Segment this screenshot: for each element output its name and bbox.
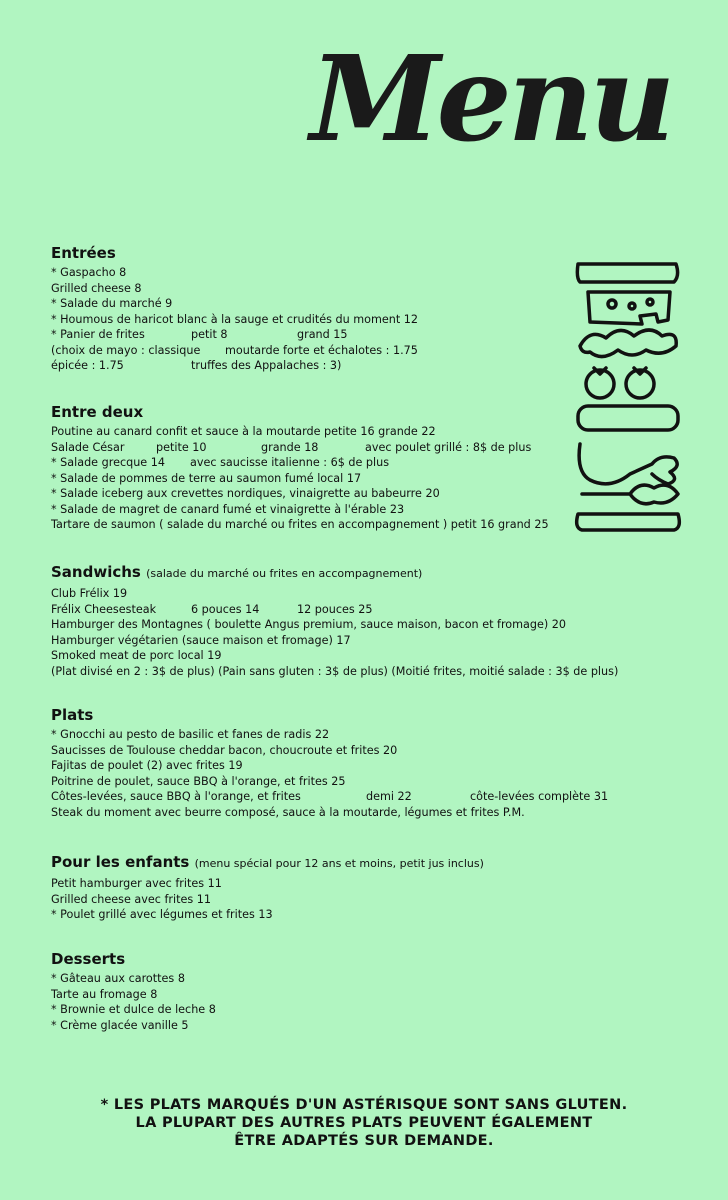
gluten-free-note (0, 1096, 728, 1150)
section-enfants (51, 852, 691, 923)
menu-item: Fajitas de poulet (2) avec frites 19 (51, 759, 243, 772)
menu-item: (Plat divisé en 2 : 3$ de plus) (Pain sans gluten : 3$ de plus) (Moitié frites, moitié salade : 3$ de plus) (51, 664, 619, 678)
footer-line: ÊTRE ADAPTÉS SUR DEMANDE. (234, 1133, 494, 1149)
menu-title: Menu (310, 29, 672, 168)
menu-item: * Gâteau aux carottes 8 (51, 972, 185, 985)
menu-item: Saucisses de Toulouse cheddar bacon, choucroute et frites 20 (51, 743, 398, 757)
menu-item: Tartare de saumon ( salade du marché ou frites en accompagnement ) petit 16 grand 25 (51, 518, 549, 531)
section-note: (menu spécial pour 12 ans et moins, petit jus inclus) (194, 857, 484, 870)
section-desserts (51, 949, 691, 1033)
menu-item: * Gaspacho 8 (51, 266, 127, 279)
section-entre-deux (51, 402, 691, 533)
menu-item: Club Frélix 19 (51, 587, 128, 600)
menu-item: Grilled cheese 8 (51, 281, 142, 295)
menu-item: Tarte au fromage 8 (51, 987, 158, 1001)
section-plats (51, 705, 691, 820)
menu-item: Steak du moment avec beurre composé, sauce à la moutarde, légumes et frites P.M. (51, 805, 525, 819)
menu-item: * Salade de pommes de terre au saumon fumé local 17 (51, 471, 362, 485)
menu-item: * Salade du marché 9 (51, 297, 173, 310)
menu-item: * Gnocchi au pesto de basilic et fanes de radis 22 (51, 728, 330, 741)
menu-item: Grilled cheese avec frites 11 (51, 892, 212, 906)
menu-item: Poitrine de poulet, sauce BBQ à l'orange, et frites 25 (51, 774, 346, 788)
menu-item: Hamburger végétarien (sauce maison et fromage) 17 (51, 633, 351, 647)
menu-item: Côtes-levées, sauce BBQ à l'orange, et frites demi 22 côte-levées complète 31 (51, 790, 609, 803)
section-title: Sandwichs (salade du marché ou frites en accompagnement) (51, 563, 423, 581)
menu-item: (choix de mayo : classique moutarde forte et échalotes : 1.75 (51, 343, 418, 357)
section-note: (salade du marché ou frites en accompagnement) (146, 567, 423, 580)
menu-item: * Houmous de haricot blanc à la sauge et crudités du moment 12 (51, 312, 419, 326)
footer-line: * LES PLATS MARQUÉS D'UN ASTÉRISQUE SONT SANS GLUTEN. (100, 1097, 628, 1113)
menu-item: * Panier de frites petit 8 grand 15 (51, 328, 348, 341)
footer-line: LA PLUPART DES AUTRES PLATS PEUVENT ÉGALEMENT (135, 1115, 593, 1131)
menu-item: * Poulet grillé avec légumes et frites 13 (51, 908, 273, 921)
menu-item: * Salade de magret de canard fumé et vinaigrette à l'érable 23 (51, 502, 405, 516)
menu-item: Smoked meat de porc local 19 (51, 649, 222, 662)
section-title: Entre deux (51, 403, 144, 421)
menu-item: Salade César petite 10 grande 18 avec poulet grillé : 8$ de plus (51, 440, 532, 454)
menu-item: Hamburger des Montagnes ( boulette Angus premium, sauce maison, bacon et fromage) 20 (51, 618, 567, 631)
menu-item: * Salade iceberg aux crevettes nordiques, vinaigrette au babeurre 20 (51, 487, 440, 500)
menu-item: * Brownie et dulce de leche 8 (51, 1003, 216, 1016)
menu-item: Frélix Cheesesteak 6 pouces 14 12 pouces 25 (51, 602, 373, 616)
menu-item: Poutine au canard confit et sauce à la moutarde petite 16 grande 22 (51, 425, 436, 438)
menu-item: épicée : 1.75 truffes des Appalaches : 3) (51, 359, 342, 372)
section-sandwichs (51, 562, 691, 679)
menu-item: * Crème glacée vanille 5 (51, 1018, 189, 1032)
section-title: Pour les enfants (menu spécial pour 12 ans et moins, petit jus inclus) (51, 853, 484, 871)
menu-item: * Salade grecque 14 avec saucisse italienne : 6$ de plus (51, 456, 390, 469)
section-title: Plats (51, 706, 94, 724)
section-title: Entrées (51, 244, 116, 262)
section-entrees (51, 243, 691, 374)
section-title: Desserts (51, 950, 126, 968)
menu-item: Petit hamburger avec frites 11 (51, 877, 222, 890)
